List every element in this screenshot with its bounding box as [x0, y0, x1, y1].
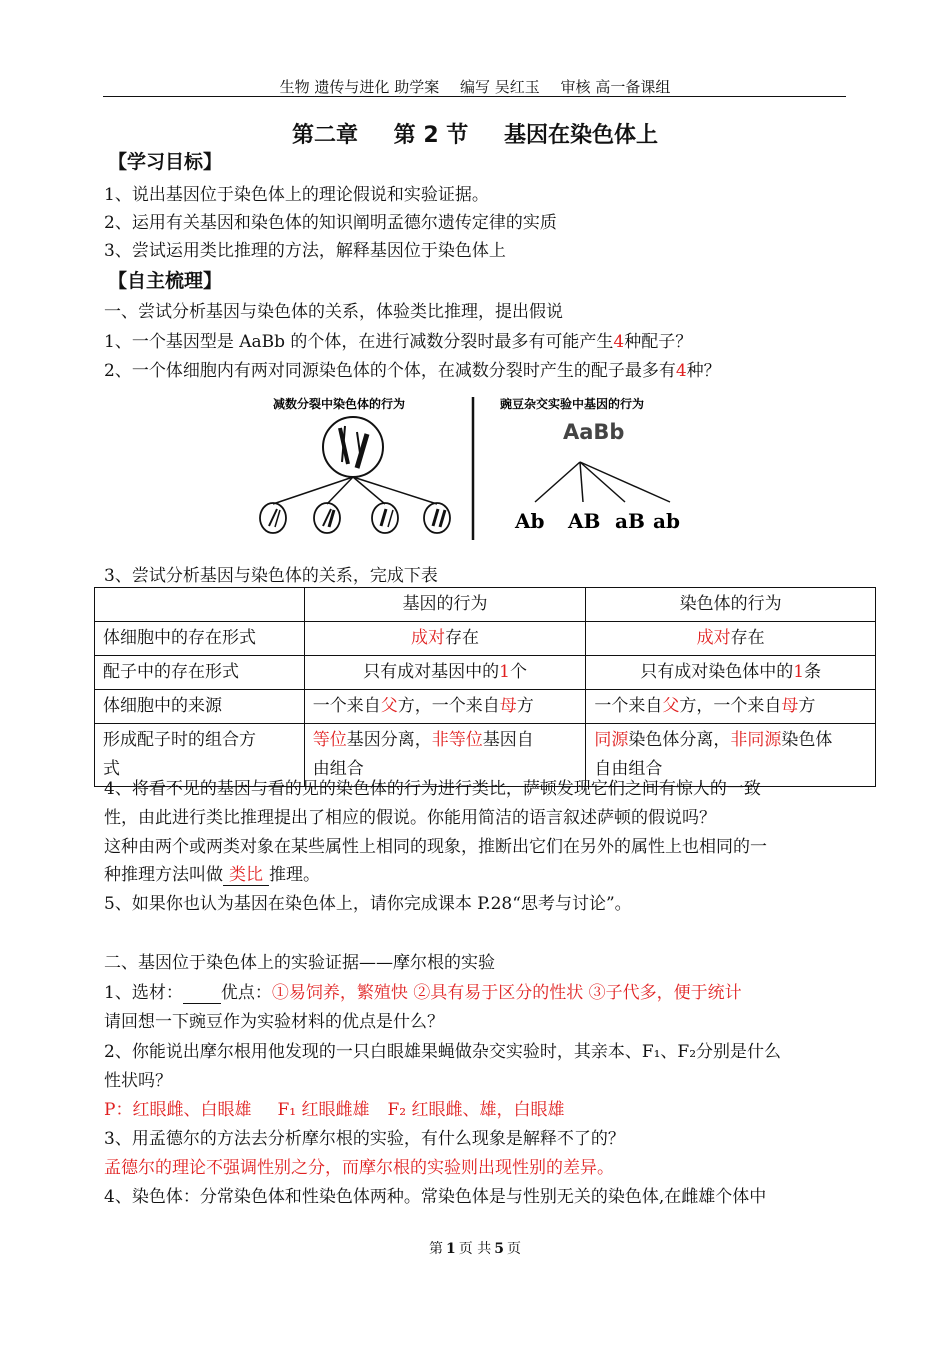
table-row — [95, 656, 876, 690]
answer-text: 1 — [499, 662, 510, 682]
m2-f1: F₁ 红眼雌雄 — [277, 1100, 370, 1120]
diagram-arrow — [353, 477, 437, 504]
q4-line: 性，由此进行类比推理提出了相应的假说。你能用简洁的语言叙述萨顿的假说吗？ — [104, 808, 716, 828]
gamete-cell — [314, 503, 340, 533]
parent-cell — [323, 417, 383, 477]
comparison-table — [94, 587, 876, 787]
diagram-right-title: 豌豆杂交实验中基因的行为 — [500, 397, 645, 411]
cell-text: 方 — [516, 696, 534, 716]
table-cell — [95, 588, 305, 622]
gene-arrow — [580, 462, 625, 502]
goal-item: 2、运用有关基因和染色体的知识阐明孟德尔遗传定律的实质 — [104, 213, 557, 233]
cell-text: 只有成对染色体中的 — [640, 662, 794, 682]
gamete-cell — [260, 503, 286, 533]
gene-arrow — [535, 462, 580, 502]
page-title — [0, 118, 950, 149]
q4-tail: 推理。 — [269, 865, 320, 885]
genotype-label: AaBb — [563, 420, 625, 444]
row-label: 配子中的存在形式 — [95, 656, 305, 690]
answer-text: 父 — [662, 696, 680, 716]
cell-text: 基因分离， — [346, 730, 432, 750]
gene-arrow — [580, 462, 583, 502]
m3-answer: 孟德尔的理论不强调性别之分，而摩尔根的实验则出现性别的差异。 — [104, 1158, 614, 1178]
answer-text: 母 — [499, 696, 517, 716]
cell-text: 只有成对基因中的 — [363, 662, 500, 682]
table-cell — [304, 656, 586, 690]
question-1 — [104, 327, 692, 352]
question-5: 5、如果你也认为基因在染色体上，请你完成课本 P.28“思考与讨论”。 — [104, 894, 632, 914]
answer-text: 非同源 — [730, 730, 782, 750]
answer-text: 等位 — [312, 730, 347, 750]
m1-line — [104, 978, 742, 1004]
goal-item: 3、尝试运用类比推理的方法，解释基因位于染色体上 — [104, 241, 506, 261]
cell-text: 个 — [509, 662, 527, 682]
cell-text: 条 — [804, 662, 822, 682]
table-cell — [586, 690, 876, 724]
header-rule — [103, 96, 846, 97]
m1-text: 1、选材： — [104, 983, 183, 1003]
title-section: 第 2 节 — [393, 123, 469, 148]
page-footer — [0, 1238, 950, 1258]
cell-text: 存在 — [445, 628, 480, 648]
table-cell — [586, 656, 876, 690]
cell-text: 染色体 — [781, 730, 833, 750]
page-total: 5 — [494, 1241, 504, 1257]
header-gene: 基因的行为 — [304, 588, 586, 622]
table-cell — [304, 690, 586, 724]
answer-text: 父 — [380, 696, 398, 716]
diagram-arrow — [353, 477, 385, 504]
header-author: 编写 吴红玉 — [459, 78, 540, 96]
q4-text: 种推理方法叫做 — [104, 865, 223, 885]
table-cell — [304, 622, 586, 656]
answer-text: 同源 — [594, 730, 629, 750]
q2-tail: 种？ — [686, 361, 721, 381]
answer-text: 成对 — [411, 628, 446, 648]
diagram-svg — [245, 392, 700, 542]
meiosis-diagram — [245, 392, 700, 542]
cell-text: 方，一个来自 — [679, 696, 782, 716]
table-cell — [586, 622, 876, 656]
question-2 — [104, 356, 721, 381]
q2-answer: 4 — [675, 361, 687, 381]
q4-line: 这种由两个或两类对象在某些属性上相同的现象，推断出它们在另外的属性上也相同的一 — [104, 837, 767, 857]
m2-line: 性状吗？ — [104, 1071, 172, 1091]
cell-text: 一个来自 — [594, 696, 663, 716]
answer-text: 非等位 — [431, 730, 483, 750]
cell-text: 一个来自 — [312, 696, 381, 716]
diagram-left-title: 减数分裂中染色体的行为 — [273, 397, 406, 411]
footer-text: 第 — [429, 1241, 444, 1257]
table-row — [95, 690, 876, 724]
q1-answer: 4 — [613, 332, 625, 352]
header-review: 审核 高一备课组 — [560, 78, 671, 96]
q1-text: 1、一个基因型是 AaBb 的个体，在进行减数分裂时最多有可能产生 — [104, 332, 614, 352]
page-number: 1 — [446, 1241, 456, 1257]
m1-label: 优点： — [220, 983, 272, 1003]
cell-text: 自由组合 — [594, 759, 663, 779]
answer-text: 成对 — [696, 628, 731, 648]
cell-text: 存在 — [730, 628, 765, 648]
part2-title: 二、基因位于染色体上的实验证据——摩尔根的实验 — [104, 953, 495, 973]
gamete-label: Ab — [515, 509, 545, 533]
cell-text: 形成配子时的组合方 — [103, 730, 256, 750]
part1-title: 一、尝试分析基因与染色体的关系，体验类比推理，提出假说 — [104, 302, 563, 322]
gamete-label: aB — [615, 509, 645, 533]
m2-p: P：红眼雌、白眼雄 — [104, 1100, 252, 1120]
footer-text: 页 共 — [458, 1241, 492, 1257]
cell-text: 方，一个来自 — [397, 696, 500, 716]
q4-blank — [223, 860, 269, 886]
m1-blank — [183, 983, 221, 1004]
question-3: 3、尝试分析基因与染色体的关系，完成下表 — [104, 566, 438, 586]
m4-line: 4、染色体：分常染色体和性染色体两种。常染色体是与性别无关的染色体,在雌雄个体中 — [104, 1187, 767, 1207]
footer-text: 页 — [506, 1241, 521, 1257]
cell-text: 染色体分离， — [628, 730, 731, 750]
cell-text: 式 — [103, 759, 120, 779]
gamete-cell — [424, 503, 450, 533]
table-row — [95, 588, 876, 622]
goals-heading: 【学习目标】 — [108, 151, 223, 173]
m2-line: 2、你能说出摩尔根用他发现的一只白眼雄果蝇做杂交实验时，其亲本、F₁、F₂分别是什么 — [104, 1042, 782, 1062]
m1-answer: ①易饲养，繁殖快 ②具有易于区分的性状 ③子代多，便于统计 — [271, 983, 742, 1003]
q4-answer: 类比 — [229, 865, 263, 885]
m2-f2: F₂ 红眼雌、雄，白眼雄 — [387, 1100, 565, 1120]
cell-text: 基因自 — [482, 730, 534, 750]
goal-item: 1、说出基因位于染色体上的理论假说和实验证据。 — [104, 185, 489, 205]
m2-answer — [104, 1095, 564, 1120]
title-topic: 基因在染色体上 — [503, 123, 658, 148]
m1b-line: 请回想一下豌豆作为实验材料的优点是什么？ — [104, 1012, 444, 1032]
row-label: 体细胞中的存在形式 — [95, 622, 305, 656]
q2-text: 2、一个体细胞内有两对同源染色体的个体，在减数分裂时产生的配子最多有 — [104, 361, 676, 381]
gamete-label: ab — [653, 509, 680, 533]
title-chapter: 第二章 — [291, 123, 358, 148]
header-subject: 生物 遗传与进化 助学案 — [279, 78, 440, 96]
q1-tail: 种配子？ — [624, 332, 693, 352]
gene-arrow — [580, 462, 670, 502]
answer-text: 1 — [793, 662, 805, 682]
q4-line — [104, 860, 320, 886]
self-heading: 【自主梳理】 — [108, 270, 223, 292]
gamete-cell — [372, 503, 398, 533]
cell-text: 由组合 — [312, 759, 364, 779]
table-row — [95, 622, 876, 656]
q4-line: 4、将看不见的基因与看的见的染色体的行为进行类比，萨顿发现它们之间有惊人的一致 — [104, 779, 761, 799]
row-label: 体细胞中的来源 — [95, 690, 305, 724]
page-header — [0, 76, 950, 97]
cell-text: 方 — [798, 696, 816, 716]
header-chromosome: 染色体的行为 — [586, 588, 876, 622]
gamete-label: AB — [568, 509, 601, 533]
m3-line: 3、用孟德尔的方法去分析摩尔根的实验，有什么现象是解释不了的？ — [104, 1129, 625, 1149]
answer-text: 母 — [781, 696, 799, 716]
